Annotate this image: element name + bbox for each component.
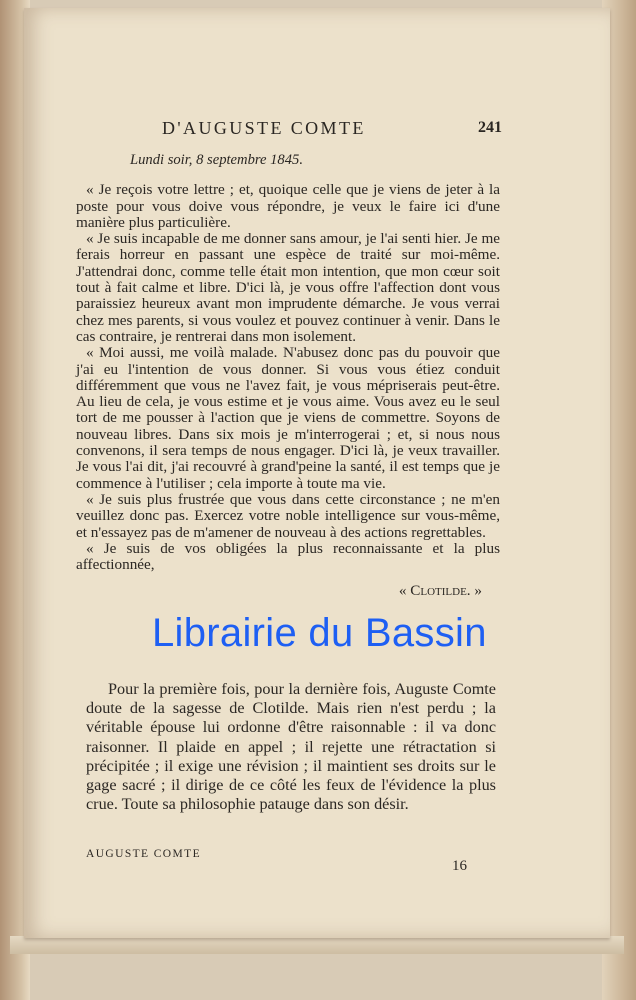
letter-paragraph: « Je suis incapable de me donner sans amour, je l'ai senti hier. Je me ferais horreur en passant une espèce de traité sur moi-même. J'attendrai donc, comme telle était mon intention, que mon cœur soit tout à fait calme et libre. D'ici là, je vous offre l'affection dont vous paraissiez heureux avant mon imprudente démarche. Je vous verrai chez mes parents, si vous voulez et pouvez continuer à venir. Dans le cas contraire, je rentrerai dans mon isolement. <box>76 230 500 345</box>
footer-signature-mark: AUGUSTE COMTE <box>86 848 201 860</box>
running-head: D'AUGUSTE COMTE <box>162 118 366 138</box>
letter-block <box>76 152 500 600</box>
letter-dateline: Lundi soir, 8 septembre 1845. <box>130 152 303 168</box>
letter-paragraph: « Je suis plus frustrée que vous dans cette circonstance ; ne m'en veuillez donc pas. Exercez votre noble intelligence sur vous-même, et n'essayez pas de m'amener de nouveau à des actions regrettables. <box>76 490 500 541</box>
page-number: 241 <box>478 119 502 136</box>
letter-signature: « Clotilde. » <box>398 582 482 600</box>
commentary-paragraph: Pour la première fois, pour la dernière fois, Auguste Comte doute de la sagesse de Clotilde. Mais rien n'est perdu ; la véritable épouse lui ordonne d'être raisonnable : il va donc raisonner. Il plaide en appel ; il rejette une rétractation si précipitée ; il exige une révision ; il maintient ses droits sur le gage sacré ; il dirige de ce côté les feux de l'évidence la plus crue. Toute sa philosophie patauge dans son désir. <box>86 680 496 814</box>
page-bottom-edge <box>10 936 624 954</box>
letter-paragraph: « Moi aussi, me voilà malade. N'abusez donc pas du pouvoir que j'ai eu l'intention de vous donner. Si vous vous étiez conduit différemment que vous ne l'avez fait, je vous mépriserais peut-être. Au lieu de cela, je vous estime et je vous aime. Vous avez eu le seul tort de me pousser à l'action que je viens de commettre. Soyons de nouveau libres. Dans six mois je m'interrogerai ; et, si nous nous convenons, il sera temps de nous engager. D'ici là, je veux travailler. Je vous l'ai dit, j'ai recouvré à grand'peine la santé, il est temps que je commence à l'utiliser ; cela importe à toute ma vie. <box>76 344 500 492</box>
letter-paragraph: « Je reçois votre lettre ; et, quoique celle que je viens de jeter à la poste pour vous doive vous répondre, je veux le faire ici d'une manière plus particulière. <box>76 181 500 231</box>
footer-sheet-number: 16 <box>452 858 467 874</box>
watermark-text: Librairie du Bassin <box>152 611 487 655</box>
letter-body <box>76 182 500 573</box>
letter-paragraph: « Je suis de vos obligées la plus reconnaissante et la plus affectionnée, <box>76 539 500 574</box>
